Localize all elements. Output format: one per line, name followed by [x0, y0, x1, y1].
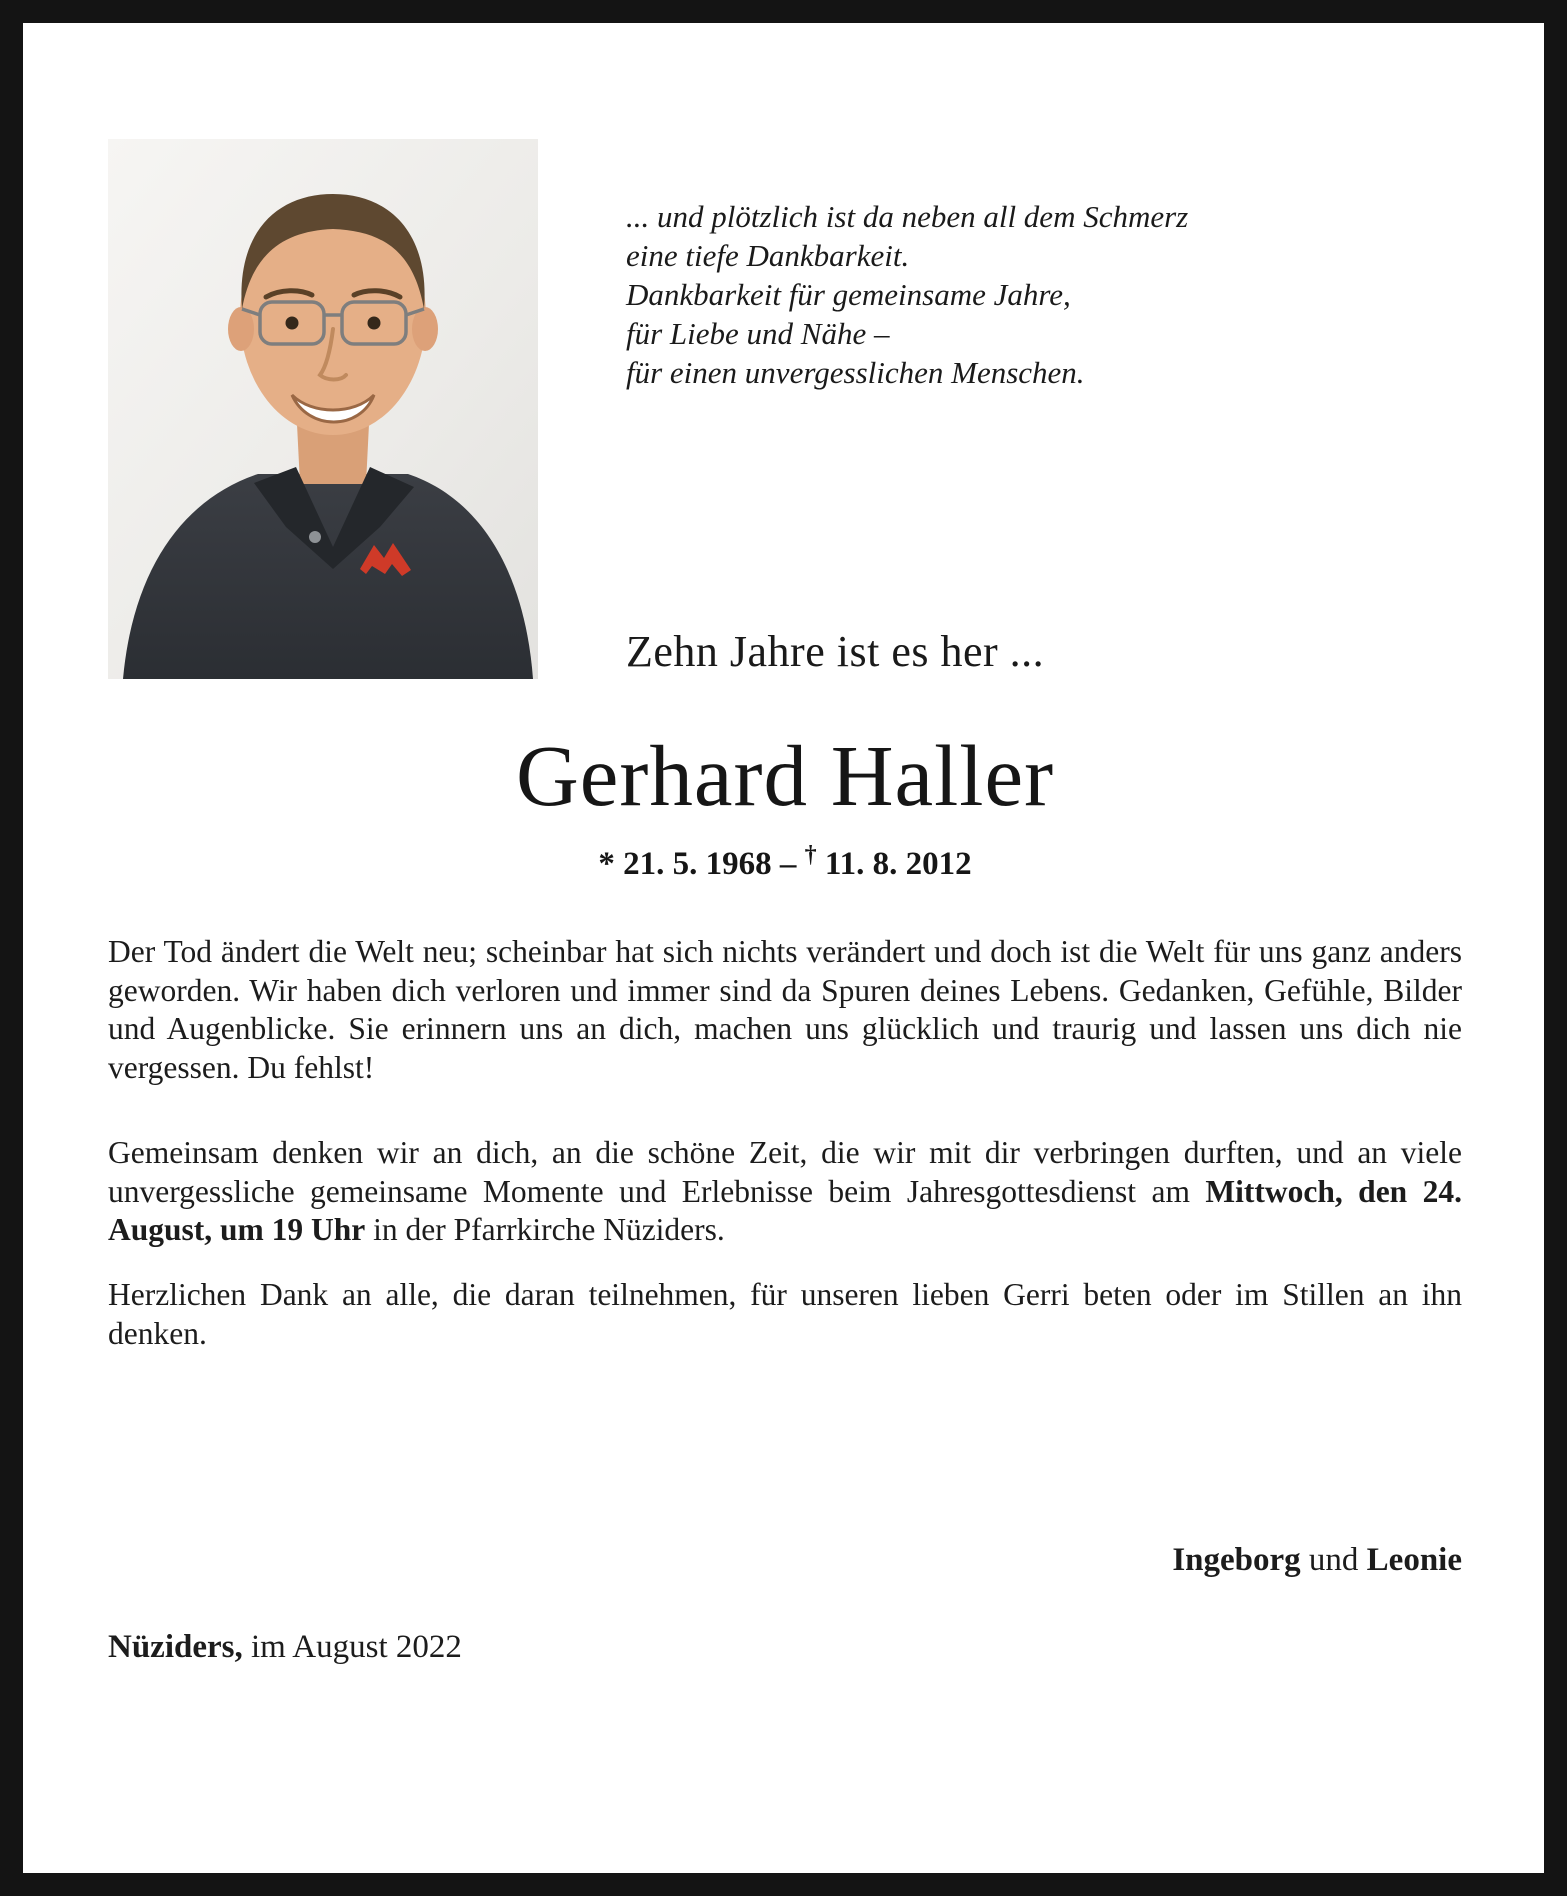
obituary-paragraph-1: Der Tod ändert die Welt neu; scheinbar hat sich nichts verändert und doch ist die Welt für uns ganz anders geworden. Wir haben dich verloren und immer sind da Spuren deines Lebens. Gedanken, Gefühle, Bilder und Augenblicke. Sie erinnern uns an dich, machen uns glücklich und traurig und lassen uns dich nie vergessen. Du fehlst! — [108, 934, 1462, 1086]
eye-left — [286, 317, 299, 330]
poem-line: für einen unvergesslichen Menschen. — [626, 355, 1085, 391]
death-cross-symbol: † — [804, 842, 817, 868]
poem — [626, 197, 1462, 392]
poem-line: eine tiefe Dankbarkeit. — [626, 238, 910, 274]
eye-right — [368, 317, 381, 330]
obituary-paragraph-2 — [108, 1134, 1462, 1250]
footer-date: im August 2022 — [242, 1628, 462, 1665]
poem-line: ... und plötzlich ist da neben all dem Schmerz — [626, 199, 1189, 234]
anniversary-text: Zehn Jahre ist es her ... — [626, 627, 1045, 676]
place-name: Nüziders, — [108, 1628, 243, 1665]
death-date: 11. 8. 2012 — [816, 846, 972, 882]
obituary-content — [23, 139, 1544, 1666]
obituary-page — [23, 23, 1544, 1873]
portrait-illustration — [108, 139, 538, 679]
obituary-body — [108, 933, 1462, 1354]
paragraph-2-text-end: in der Pfarrkirche Nüziders. — [365, 1212, 725, 1248]
ear-right — [412, 307, 438, 351]
signature-connector: und — [1300, 1541, 1367, 1578]
poem-line: für Liebe und Nähe – — [626, 316, 890, 352]
obituary-paragraph-3: Herzlichen Dank an alle, die daran teilnehmen, für unseren lieben Gerri beten oder im Stillen an ihn denken. — [108, 1277, 1462, 1351]
signature-name-1: Ingeborg — [1172, 1541, 1301, 1578]
signature-name-2: Leonie — [1366, 1541, 1462, 1578]
top-section — [108, 139, 1462, 679]
photo-right-column — [626, 139, 1462, 679]
ear-left — [228, 307, 254, 351]
life-dates — [108, 842, 1462, 883]
polo-button — [309, 531, 321, 543]
poem-line: Dankbarkeit für gemeinsame Jahre, — [626, 277, 1071, 313]
birth-date: * 21. 5. 1968 — [598, 846, 772, 882]
paragraph-2-text: Gemeinsam denken wir an dich, an die schöne Zeit, die wir mit dir verbringen durften, und an viele unvergessliche gemeinsame Momente und Erlebnisse beim Jahresgottesdienst am — [108, 1134, 1462, 1209]
family-signature — [108, 1542, 1462, 1579]
memorial-photo — [108, 139, 538, 679]
memorial-service-datetime: Mittwoch, den 24. August, um 19 Uhr — [108, 1173, 1463, 1248]
place-date-line — [108, 1629, 1462, 1666]
dates-separator: – — [771, 846, 805, 882]
deceased-name: Gerhard Haller — [515, 727, 1055, 824]
